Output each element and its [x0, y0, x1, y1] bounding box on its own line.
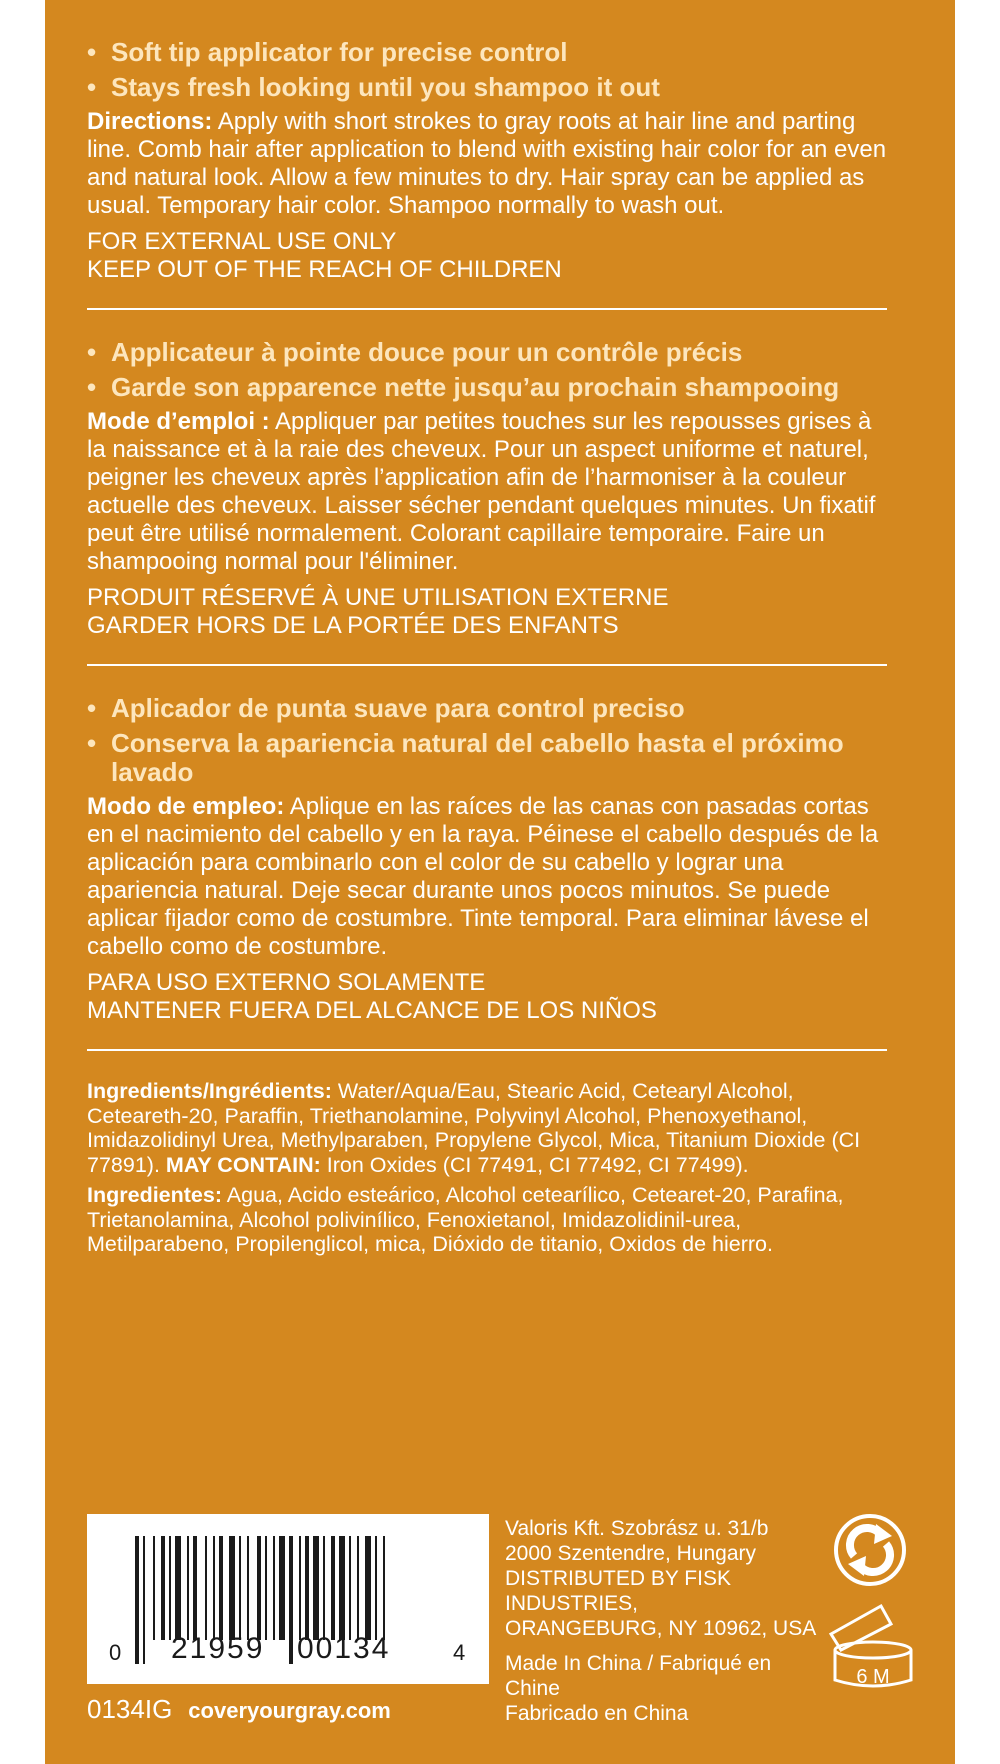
- barcode-bar: [279, 1536, 285, 1640]
- barcode-bar: [247, 1536, 249, 1640]
- fr-warnings: PRODUIT RÉSERVÉ À UNE UTILISATION EXTERNE GARDER HORS DE LA PORTÉE DES ENFANTS: [87, 584, 669, 639]
- website-link[interactable]: coveryourgray.com: [188, 1698, 391, 1723]
- fr-directions-label: Mode d’emploi :: [87, 408, 270, 435]
- spanish-section: [87, 694, 887, 1025]
- barcode-bar: [313, 1536, 319, 1640]
- barcode-bar: [213, 1536, 215, 1640]
- barcode-bar: [305, 1536, 309, 1640]
- barcode-bar: [331, 1536, 335, 1640]
- ingredients-en-fr: Ingredients/Ingrédients: Water/Aqua/Eau, Stearic Acid, Cetearyl Alcohol, Ceteareth-20, Paraffin, Triethanolamine, Polyvinyl Alcohol, Phenoxyethanol, Imidazolidinyl Urea, Methylparaben, Propylene Glycol, Mica, Titanium Dioxide (CI 77891). MAY CONTAIN: Iron Oxides (CI 77491, CI 77492, CI 77499).: [87, 1079, 861, 1177]
- french-section: [87, 338, 887, 640]
- barcode-bar: [229, 1536, 235, 1640]
- es-bullet-1: • Aplicador de punta suave para control preciso: [87, 693, 685, 723]
- es-bullet-2: • Conserva la apariencia natural del cabello hasta el próximo lavado: [87, 728, 844, 787]
- ingredients-section: [87, 1079, 887, 1257]
- product-code: 0134IG: [87, 1694, 173, 1724]
- barcode-bar: [161, 1536, 165, 1640]
- barcode-bar: [187, 1536, 189, 1640]
- barcode-bar: [375, 1536, 377, 1640]
- barcode-bar: [365, 1536, 371, 1640]
- barcode-bar: [299, 1536, 301, 1640]
- en-bullet-2: • Stays fresh looking until you shampoo it out: [87, 72, 660, 102]
- en-directions-label: Directions:: [87, 108, 213, 135]
- barcode-bar: [205, 1536, 207, 1640]
- fr-bullet-2: • Garde son apparence nette jusqu’au prochain shampooing: [87, 372, 840, 402]
- barcode-bar: [339, 1536, 345, 1640]
- divider: [87, 308, 887, 310]
- barcode-bar: [357, 1536, 359, 1640]
- barcode-bar: [383, 1536, 385, 1640]
- fr-bullet-1: • Applicateur à pointe douce pour un contrôle précis: [87, 337, 743, 367]
- barcode-bar: [323, 1536, 325, 1640]
- en-warnings: FOR EXTERNAL USE ONLY KEEP OUT OF THE REACH OF CHILDREN: [87, 228, 562, 283]
- barcode-bar: [257, 1536, 261, 1640]
- ingredients-es: Ingredientes: Agua, Acido esteárico, Alcohol cetearílico, Cetearet-20, Parafina, Trietanolamina, Alcohol polivinílico, Fenoxietanol, Imidazolidinil-urea, Metilparabeno, Propilenglicol, mica, Dióxido de titanio, Oxidos de hierro.: [87, 1183, 844, 1256]
- barcode-group-2: 00134: [297, 1632, 391, 1665]
- divider: [87, 664, 887, 666]
- barcode-bar: [273, 1536, 275, 1640]
- en-bullet-1: • Soft tip applicator for precise control: [87, 37, 568, 67]
- barcode-bar: [153, 1536, 155, 1640]
- barcode-bar: [169, 1536, 171, 1640]
- manufacturer-address: Valoris Kft. Szobrász u. 31/b 2000 Szentendre, Hungary DISTRIBUTED BY FISK INDUSTRIES, ORANGEBURG, NY 10962, USA Made In China / Fabriqué en Chine Fabricado en China: [505, 1516, 825, 1726]
- barcode-bar: [219, 1536, 223, 1640]
- barcode: [87, 1514, 489, 1684]
- barcode-digit-last: 4: [453, 1640, 466, 1665]
- es-directions: Modo de empleo: Aplique en las raíces de las canas con pasadas cortas en el nacimiento del cabello y en la raya. Péinese el cabello después de la aplicación para combinarlo con el color de su cabello y lograr una apariencia natural. Deje secar durante unos pocos minutos. Se puede aplicar fijador como de costumbre. Tinte temporal. Para eliminar lávese el cabello como de costumbre.: [87, 793, 879, 960]
- footer: [87, 1694, 391, 1725]
- barcode-bar: [265, 1536, 267, 1640]
- label-panel: [45, 0, 955, 1764]
- divider: [87, 1049, 887, 1051]
- pao-label: 6 M: [856, 1666, 890, 1688]
- open-jar-icon: [825, 1600, 921, 1692]
- may-contain-label: MAY CONTAIN:: [165, 1152, 321, 1177]
- barcode-bar: [193, 1536, 197, 1640]
- label-content: [87, 38, 887, 1263]
- recycle-icon: [832, 1512, 908, 1588]
- fr-directions: Mode d’emploi : Appliquer par petites touches sur les repousses grises à la naissance et à la raie des cheveux. Pour un aspect uniforme et naturel, peigner les cheveux après l’application afin de l’harmoniser à la couleur actuelle des cheveux. Laisser sécher pendant quelques minutes. Un fixatif peut être utilisé normalement. Colorant capillaire temporaire. Faire un shampooing normal pour l'éliminer.: [87, 408, 876, 575]
- barcode-digit-first: 0: [109, 1640, 122, 1665]
- en-directions: Directions: Apply with short strokes to gray roots at hair line and parting line. Comb hair after application to blend with existing hair color for an even and natural look. Allow a few minutes to dry. Hair spray can be applied as usual. Temporary hair color. Shampoo normally to wash out.: [87, 108, 887, 219]
- barcode-digits: [87, 1632, 489, 1672]
- barcode-bar: [175, 1536, 181, 1640]
- english-section: [87, 38, 887, 284]
- barcode-bar: [349, 1536, 351, 1640]
- barcode-bar: [239, 1536, 241, 1640]
- es-directions-label: Modo de empleo:: [87, 793, 285, 820]
- es-warnings: PARA USO EXTERNO SOLAMENTE MANTENER FUERA DEL ALCANCE DE LOS NIÑOS: [87, 969, 657, 1024]
- made-in: Made In China / Fabriqué en Chine: [505, 1652, 772, 1700]
- barcode-group-1: 21959: [171, 1632, 265, 1665]
